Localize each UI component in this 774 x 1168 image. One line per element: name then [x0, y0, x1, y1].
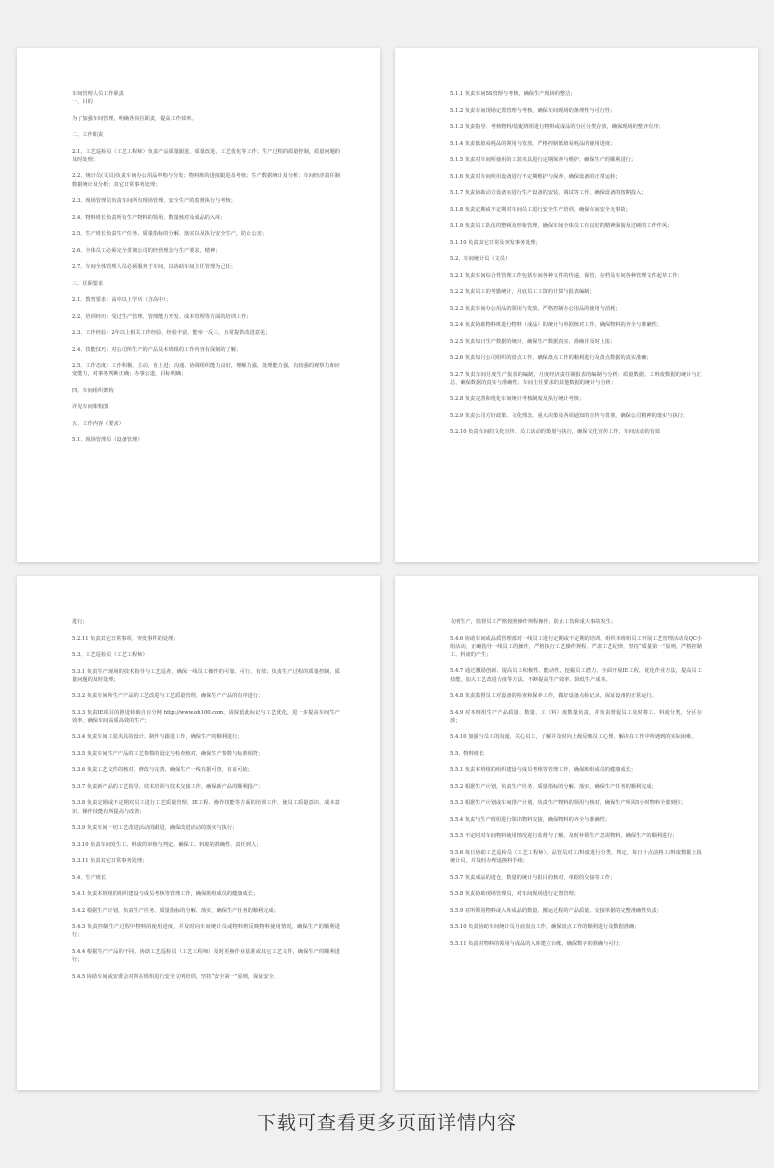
paragraph: 四、车间组织架构: [72, 387, 114, 394]
document-page-2: [395, 48, 758, 562]
paragraph: 2.3、工作经验：2年以上相关工作经验，经验丰富，能举一反三，且常提供改进意见；: [72, 330, 271, 337]
paragraph: 5.5.9 对所领用物料或入库成品的数量、搬运过程的产品质量、交接单据的完整准确性负责；: [450, 907, 662, 914]
paragraph: 5.3.7 负责新产品的工艺指导、技术培训与技术交接工作，确保新产品的顺利投产；: [72, 783, 264, 790]
paragraph: 5.5.5 不定时对车间物料使用情况进行监督与了解，及时补领生产急需物料，确保生产的顺利进行；: [450, 833, 678, 840]
paragraph: 5.1.6 负责对车间所用设备进行不定期维护与保养，确保设备的正常运转；: [450, 173, 621, 180]
paragraph: 5.4、生产班长: [72, 874, 107, 881]
paragraph: 车间管理人员工作职责: [72, 91, 124, 97]
paragraph: 5.4.4 根据生产产品的不同，协助工艺巡检员（工艺工程师）及时更换作业基准或其它工艺文件，确保生产的顺利进行；: [72, 948, 340, 964]
paragraph: 5.1.8 负责定期或不定期对车间员工进行安全生产培训，确保车间安全无事故；: [450, 206, 631, 213]
paragraph: 5.5.7 负责成品的进仓，数量的统计与报目的核对，单据的交接等工作；: [450, 874, 616, 881]
paragraph: 5.2.11 负责其它日常事项、突发事件的处理；: [72, 635, 179, 642]
paragraph: 5.3.8 负责定期或不定期对员工进行工艺质量管理、IE工程、操作技能等方面的培训工作，使员工质量意识、成本意识、操作技能有所提高与改善；: [72, 800, 340, 815]
paragraph: 5.1.10 负责其它日常及突发事务处理；: [450, 239, 541, 246]
paragraph: 2.7、车间全体管理人员必须服务于车间，以协助车间主任管理为己任；: [72, 264, 236, 271]
paragraph: 2.3、现场管理员负责车间所有现场管理、安全生产的监督执行与考核；: [72, 198, 236, 205]
paragraph: 5.5.1 负责本班组的组织建设与成员考核等管理工作，确保班组成员的健康成长；: [450, 767, 637, 774]
paragraph: 5.4.2 根据生产计划，负责生产任务、质量指标的分解、落实，确保生产任务的顺利完成；: [72, 907, 279, 914]
paragraph: 文明生产，监督员工严格按照操作规程操作，防止工伤和重大事故发生；: [450, 619, 617, 625]
paragraph: 5.1.2 负责车间现场定置管理与考核，确保车间现场的条理性与可行性；: [450, 107, 616, 114]
document-page-3: [17, 576, 380, 1090]
paragraph: 5.1.7 负责协助动力设备室进行生产设备的安装、调试等工作，确保设备的按期投入；: [450, 190, 647, 196]
paragraph: 5.2.3 负责车间办公用品的领用与发放，严格控制办公用品的使用与消耗；: [450, 305, 621, 312]
paragraph: 5.3、工艺巡检员（工艺工程师）: [72, 652, 148, 658]
paragraph: 5.5、物料班长: [450, 750, 485, 757]
paragraph: 5.3.6 负责工艺文件的核对、修改与完善，确保生产一线有据可查，有证可依；: [72, 767, 253, 774]
paragraph: 2.4、技能技巧：对公司所生产的产品及本班组的工作内容有深刻的了解；: [72, 346, 242, 353]
paragraph: 5.2、车间统计员（文员）: [450, 256, 511, 262]
paragraph: 5.4.5 协助车间或安委会对所在班组进行安全文明培训，坚持“安全第一”原则，保证安全、: [72, 973, 279, 980]
paragraph: 2.4、物料班长负责所有生产物料的领用、数量核对及成品的入库；: [72, 214, 226, 221]
paragraph: 二、工作职责: [72, 132, 104, 139]
paragraph: 5.5.4 负责与生产班组进行领出物料交接，确保物料的齐全与准确性；: [450, 816, 611, 823]
document-page-1: [17, 48, 380, 562]
paragraph: 进行；: [72, 619, 88, 625]
paragraph: 三、任职要求: [72, 280, 104, 287]
paragraph: 5.2.6 负责每月公司组织的盘点工作，确保盘点工作的顺利进行及盘点数据的真实准确；: [450, 355, 652, 361]
paragraph: 5.3.1 负责生产现场的技术指导与工艺巡查，确保一线员工操作的可靠、可行、有效；负责生产过程的质量控制，质量问题的及时处理；: [72, 668, 340, 683]
paragraph: 5.5.10 负责协助车间统计员月底盘点工作，确保盘点工作的顺利进行及数据准确；: [450, 924, 640, 931]
paragraph: 5.2.10 负责车间的文化宣传、员工活动的策划与执行，确保文化宣传工作，车间活动的有效: [450, 429, 661, 436]
document-page-4: [395, 576, 758, 1090]
paragraph: 5.4.10 加强与员工的沟通，关心员工，了解并及时向上级反映员工心理，解决在工作中所遇到的实际困难。: [450, 734, 697, 741]
page-text: [72, 618, 340, 1080]
paragraph: 5.2.7 负责车间月度生产报表的编制，月度经济责任制报表的编制与分析；质量数据、工料废数据的统计与汇总，确保数据的真实与准确性；车间主任要求的其他数据的统计与分析；: [450, 371, 702, 386]
paragraph: 5.3.9 负责车间一切工艺改进活动的跟进，确保改进活动的落实与执行；: [72, 825, 238, 832]
paragraph: 2.5、工作态度：工作积极、主动，肯上进；沟通、协调组织能力良好，理解力强，处理能力强，有较强的观察力和应变能力，对事务判断正确；办事公道，目标明确；: [72, 363, 340, 378]
paragraph: 5.1.9 负责员工队伍的整顿及形象管理，确保车间全体员工有良好的精神面貌及过硬的工作作风；: [450, 223, 673, 229]
paragraph: 5.2.9 负责公司方针政策、文化理念、重大决策及各项通知的宣传与贯彻，确保公司精神的落实与执行；: [450, 412, 688, 419]
paragraph: 5.2.1 负责车间综合性管理工作包括车间各种文件的传递，保管，存档及车间各种管理文件起草工作；: [450, 272, 683, 279]
paragraph: 5.4.8 负责监督员工对设备的检查和保养工作，做好设备点检记录，保证设备的正常运行。: [450, 693, 657, 700]
paragraph: 2.2、培训经历：受过生产管理、管理能力开发、成本管理等方面的培训工作；: [72, 313, 252, 320]
page-text: [72, 90, 340, 552]
paragraph: 2.5、生产班长负责生产任务、质量指标的分解、落实以及执行安全生产，防止公害；: [72, 231, 268, 238]
paragraph: 5.2.8 负责完善和优化车间统计考核制度及执行统计考核；: [450, 396, 585, 403]
paragraph: 2.2、统计员(文员)负责车间办公用品申购与分发；物料班的进度跟进及考核；生产数据统计及分析；车间经济责任制数据统计及分析；其它日常事务处理；: [72, 173, 340, 188]
page-text: [450, 618, 702, 1080]
paragraph: 5.2.5 负责每日生产数据的统计，确保生产数据真实、准确并及时上报；: [450, 338, 616, 345]
paragraph: 5.2.2 负责员工的考勤统计，月底员工工资的计算与报表编制；: [450, 289, 595, 295]
paragraph: 5.4.1 负责本班组的组织建设与成员考核等管理工作，确保班组成员的健康成长；: [72, 891, 259, 898]
paragraph: 5.4.7 通过激励创新、提高员工积极性、能动性，挖掘员工潜力，全面开展IE工程，优化作业方法，提高员工技能，加大工艺改进力度等方法，不断提高生产效率，降低生产成本。: [450, 668, 702, 683]
paragraph: 5.1.1 负责车间5S管理与考核，确保生产现场的整洁；: [450, 91, 576, 97]
paragraph: 5.3.2 负责车间所生产产品的工艺改进与工艺质量管理，确保生产产品的有序进行；: [72, 693, 264, 700]
paragraph: 5.3.10 负责车间发生工、料废的审核与判定，确保工、料废的准确性、责任到人；: [72, 841, 262, 848]
paragraph: 5.5.8 负责协助现场管理员，对车间现场进行定置管理；: [450, 891, 579, 898]
paragraph: 5.1.3 负责指导、考核物料/装配班组进行物料或成品的分区分类存放，确保现场的整齐有序；: [450, 124, 664, 130]
paragraph: 5.1、现场管理员（设备管理）: [72, 437, 143, 444]
paragraph: 一、目的: [72, 99, 93, 106]
paragraph: 5.2.4 负责协助物料班进行物料（成品）的统计与单据核对工作，确保物料的齐全与准确性；: [450, 322, 662, 328]
paragraph: 5.4.9 对本班组生产产品质量、数量、工（料）废数量负责，并负责督促员工及时将工、料废分类，分区存放；: [450, 709, 702, 724]
paragraph: 5.3.5 负责车间生产产品的工艺参数的设定与检查核对，确保生产参数与标准相符；: [72, 750, 264, 757]
page-text: [450, 90, 702, 552]
paragraph: 5.3.3 负责IE项目的推进转载自百分网 http://www.oh100.com，请保留此标记与工艺优化，进一步提高车间生产效率，确保车间高质高效的生产；: [72, 709, 340, 724]
paragraph: 5.4.3 负责控制生产过程中物料的使用进度，并及时向车间统计员或物料班反映物料使用情况，确保生产的顺利进行；: [72, 924, 340, 939]
paragraph: 5.4.6 协助车间或品质管理部对一线员工进行定期或不定期的培训，组织本班组员工开展工艺管理活动及QC小组活动，正确指导一线员工的操作，严格执行工艺操作规程，严肃工艺纪律，坚持“质量第一”原则，严格控制工、料废的产生；: [450, 635, 702, 658]
paragraph: 详见车间架构图: [72, 404, 109, 411]
paragraph: 2.1、工艺巡检员（工艺工程师）负责产品质量跟进、质量改进、工艺优化等工作；生产过程的质量控制，质量问题的及时处理；: [72, 148, 340, 163]
paragraph: 5.5.3 根据生产计划或车间排产计划，负责生产物料的领用与核对，确保生产所需5小时物料全部到位；: [450, 800, 687, 807]
paragraph: 2.1、教育要求：高中以上学历（含高中）；: [72, 297, 172, 304]
paragraph: 5.1.5 负责对车间所使用的工装夹具进行定期保养与维护，确保生产的顺利进行；: [450, 157, 637, 163]
paragraph: 5.3.11 负责其它日常事务处理；: [72, 858, 148, 865]
paragraph: 5.5.2 根据生产计划，负责生产任务、质量指标的分解、落实，确保生产任务的顺利完成；: [450, 783, 657, 790]
paragraph: 2.6、全体员工必须完全贯彻公司的经营理念与生产要求，精神；: [72, 247, 221, 254]
paragraph: 5.3.4 负责车间工装夹具的设计、制作与跟进工作，确保生产的顺利进行；: [72, 734, 243, 741]
download-more-prompt[interactable]: 下载可查看更多页面详情内容: [256, 1112, 517, 1134]
paragraph: 5.1.4 负责低值易耗品的领用与发放，严格控制低值易耗品的使用进度；: [450, 140, 616, 147]
paragraph: 5.5.6 每日协助工艺巡检员（工艺工程师）、品管员对工/料废进行分类、判定，每日十点前将工/料废数据上报统计员，并及时办理退换料手续；: [450, 849, 702, 865]
paragraph: 为了加强车间管理，明确各岗位职责，提高工作效率。: [72, 115, 197, 122]
paragraph: 五、工作内容（要求）: [72, 420, 124, 427]
paragraph: 5.5.11 负责对物料的领用与成品的入库建立台帐，确保数字的准确与可行；: [450, 940, 624, 947]
